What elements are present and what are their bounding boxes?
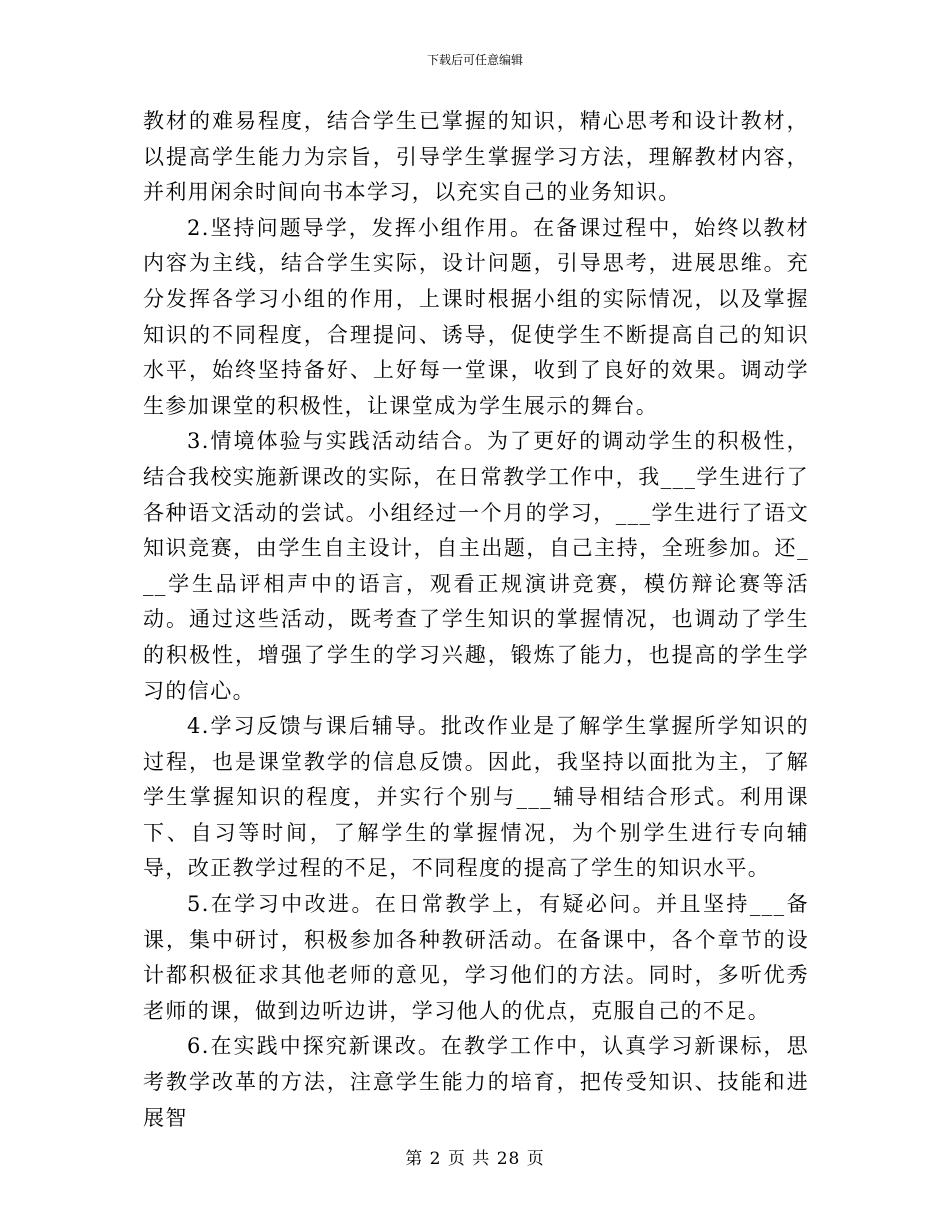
page-header: 下载后可任意编辑	[426, 53, 523, 67]
paragraph-2-problem-guided-learning: 2.坚持问题导学，发挥小组作用。在备课过程中，始终以教材内容为主线，结合学生实际，设计问题，引导思考，进展思维。充分发挥各学习小组的作用，上课时根据小组的实际情况，以及掌握知识的不同程度，合理提问、诱导，促使学生不断提高自己的知识水平，始终坚持备好、上好每一堂课，收到了良好的效果。调动学生参加课堂的积极性，让课堂成为学生展示的舞台。	[143, 215, 809, 418]
paragraph-4-feedback-tutoring: 4.学习反馈与课后辅导。批改作业是了解学生掌握所学知识的过程，也是课堂教学的信息反馈。因此，我坚持以面批为主，了解学生掌握知识的程度，并实行个别与___辅导相结合形式。利用课下、自习等时间，了解学生的掌握情况，为个别学生进行专向辅导，改正教学过程的不足，不同程度的提高了学生的知识水平。	[143, 714, 809, 881]
document-body	[143, 104, 809, 1136]
paragraph-3-situational-practice: 3.情境体验与实践活动结合。为了更好的调动学生的积极性，结合我校实施新课改的实际，在日常教学工作中，我___学生进行了各种语文活动的尝试。小组经过一个月的学习，___学生进行了语文知识竞赛，由学生自主设计，自主出题，自己主持，全班参加。还___学生品评相声中的语言，观看正规演讲竞赛，模仿辩论赛等活动。通过这些活动，既考查了学生知识的掌握情况，也调动了学生的积极性，增强了学生的学习兴趣，锻炼了能力，也提高的学生学习的信心。	[143, 429, 809, 703]
paragraph-5-improve-in-learning: 5.在学习中改进。在日常教学上，有疑必问。并且坚持___备课，集中研讨，积极参加各种教研活动。在备课中，各个章节的设计都积极征求其他老师的意见，学习他们的方法。同时，多听优秀老师的课，做到边听边讲，学习他人的优点，克服自己的不足。	[143, 892, 809, 1023]
paragraph-continued: 教材的难易程度，结合学生已掌握的知识，精心思考和设计教材，以提高学生能力为宗旨，引导学生掌握学习方法，理解教材内容，并利用闲余时间向书本学习，以充实自己的业务知识。	[143, 109, 809, 205]
page-number-footer: 第 2 页 共 28 页	[405, 1149, 545, 1169]
paragraph-6-curriculum-reform: 6.在实践中探究新课改。在教学工作中，认真学习新课标，思考教学改革的方法，注意学生能力的培育，把传受知识、技能和进展智	[143, 1034, 809, 1130]
